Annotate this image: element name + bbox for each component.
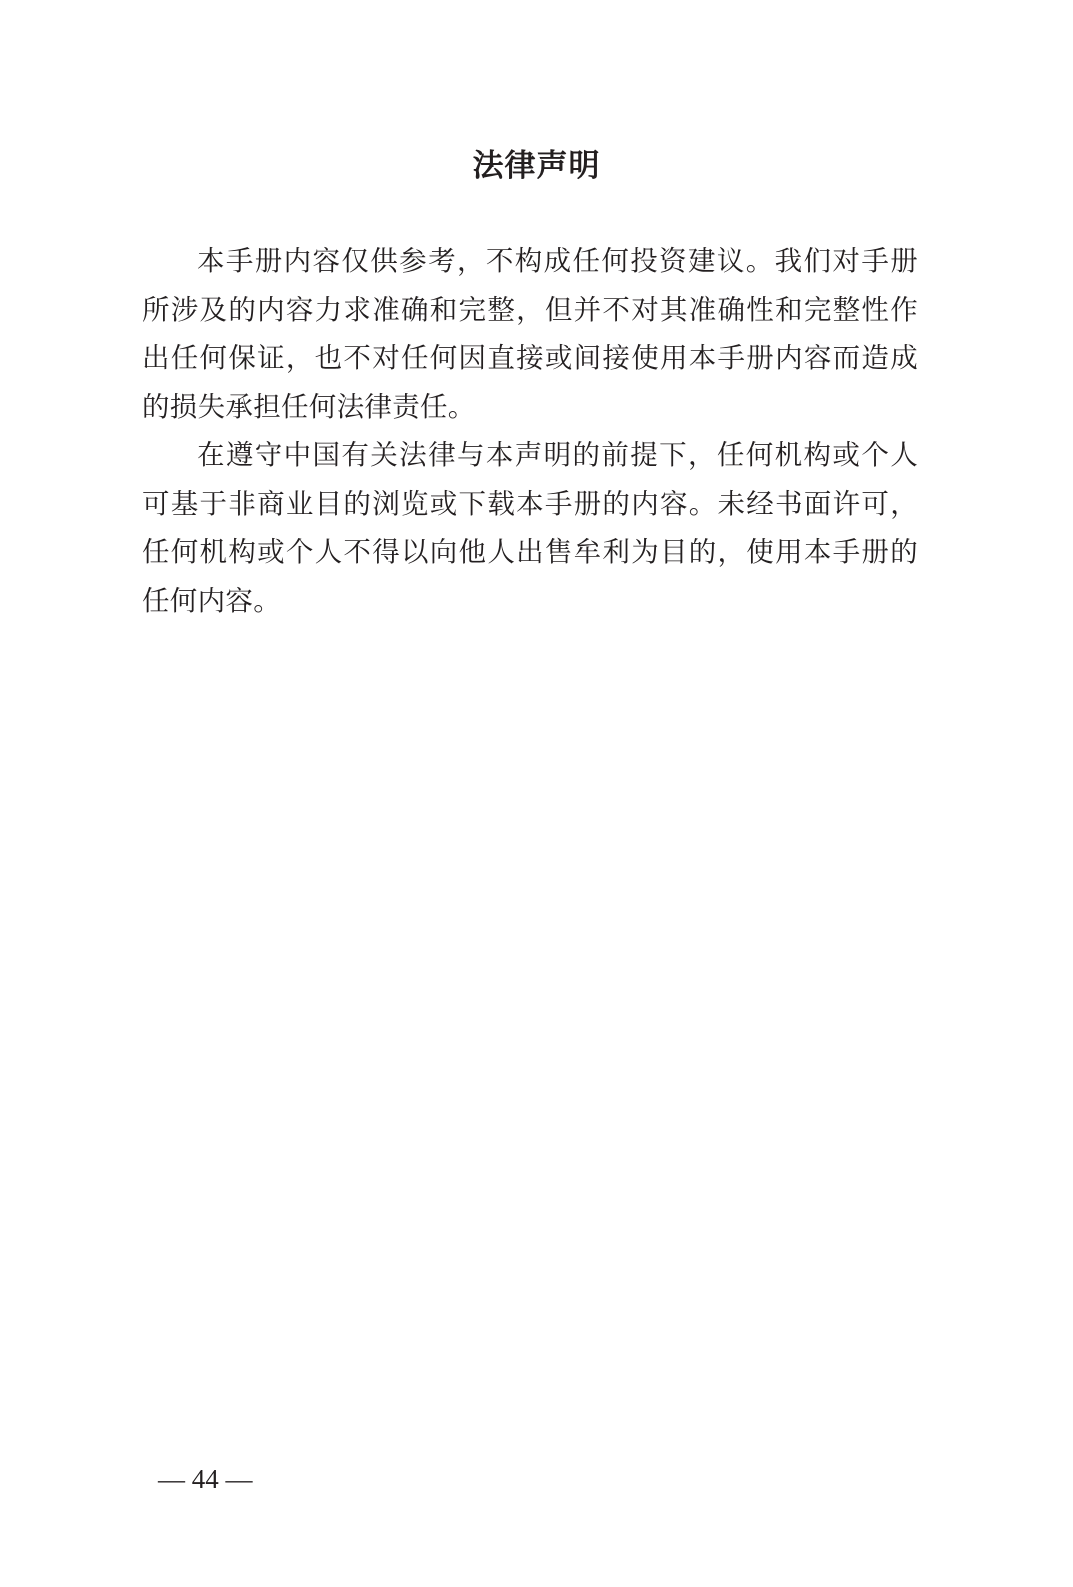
- legal-statement-body: [142, 237, 918, 625]
- paragraph-usage-terms: 在遵守中国有关法律与本声明的前提下，任何机构或个人可基于非商业目的浏览或下载本手册的内容。未经书面许可，任何机构或个人不得以向他人出售牟利为目的，使用本手册的任何内容。: [142, 439, 918, 617]
- page-number: — 44 —: [158, 1464, 253, 1494]
- paragraph-disclaimer: 本手册内容仅供参考，不构成任何投资建议。我们对手册所涉及的内容力求准确和完整，但并不对其准确性和完整性作出任何保证，也不对任何因直接或间接使用本手册内容而造成的损失承担任何法律责任。: [142, 245, 918, 423]
- page-title: 法律声明: [472, 148, 601, 184]
